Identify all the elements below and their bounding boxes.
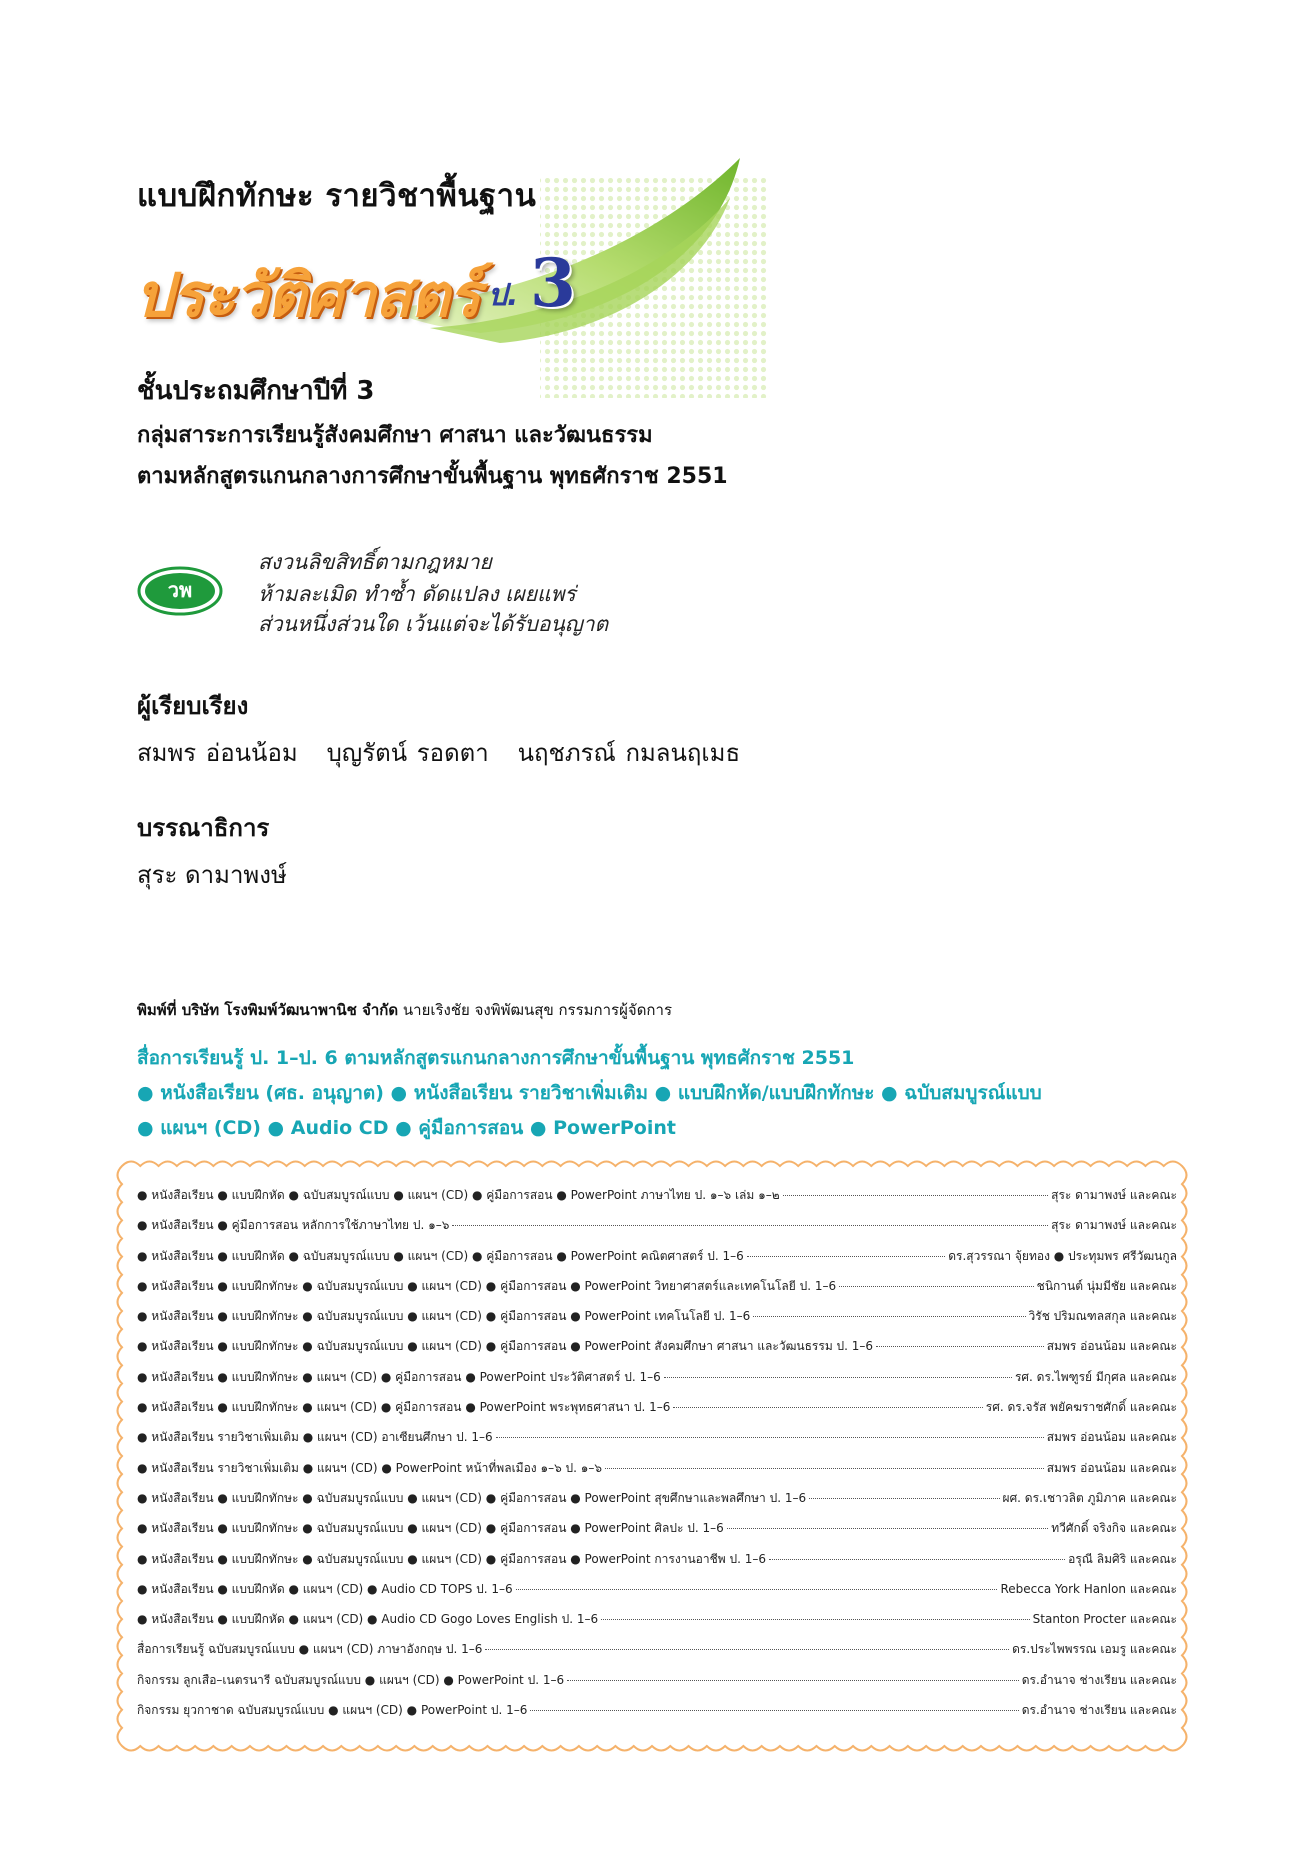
catalog-author: ผศ. ดร.เชาวลิต ภูมิภาค และคณะ xyxy=(1002,1490,1177,1505)
catalog-row xyxy=(137,1337,1177,1367)
publisher-logo xyxy=(137,566,223,616)
catalog-row xyxy=(137,1671,1177,1701)
dot-leader xyxy=(769,1559,1065,1560)
dot-leader xyxy=(727,1528,1049,1529)
level-heading: ชั้นประถมศึกษาปีที่ 3 xyxy=(137,376,375,406)
catalog-row xyxy=(137,1580,1177,1610)
catalog-row xyxy=(137,1550,1177,1580)
catalog-author: ทวีศักดิ์ จริงกิจ และคณะ xyxy=(1051,1521,1177,1536)
catalog-row xyxy=(137,1519,1177,1549)
catalog-author: ดร.ประไพพรรณ เอมรู และคณะ xyxy=(1012,1642,1177,1657)
copyright-line-3: ส่วนหนึ่งส่วนใด เว้นแต่จะได้รับอนุญาต xyxy=(258,612,609,636)
catalog-author: สุระ ดามาพงษ์ และคณะ xyxy=(1051,1188,1177,1202)
catalog-author: สุระ ดามาพงษ์ และคณะ xyxy=(1051,1218,1177,1233)
catalog-author: ดร.อำนาจ ช่างเรียน และคณะ xyxy=(1021,1703,1177,1718)
catalog-item: ● หนังสือเรียน รายวิชาเพิ่มเติม ● แผนฯ (CD) ● PowerPoint หน้าที่พลเมือง ๑–๖ ป. ๑–๖ xyxy=(137,1460,602,1475)
authors-names: สมพร อ่อนน้อม บุญรัตน์ รอดตา นฤชภรณ์ กมลนฤเมธ xyxy=(137,739,741,767)
grade-number: 3 xyxy=(530,244,576,322)
dot-leader xyxy=(516,1589,998,1590)
catalog-row xyxy=(137,1489,1177,1519)
catalog-item: ● หนังสือเรียน ● แบบฝึกทักษะ ● ฉบับสมบูรณ์แบบ ● แผนฯ (CD) ● คู่มือการสอน ● PowerPoint การงานอาชีพ ป. 1–6 xyxy=(137,1551,766,1566)
copyright-line-2: ห้ามละเมิด ทำซ้ำ ดัดแปลง เผยแพร่ xyxy=(258,582,576,606)
dot-leader xyxy=(809,1498,999,1499)
catalog-author: สมพร อ่อนน้อม และคณะ xyxy=(1046,1460,1177,1475)
authors-heading: ผู้เรียบเรียง xyxy=(137,692,249,720)
media-list-line-2: ● แผนฯ (CD) ● Audio CD ● คู่มือการสอน ● PowerPoint xyxy=(137,1117,676,1139)
catalog-item: ● หนังสือเรียน ● แบบฝึกหัด ● แผนฯ (CD) ● Audio CD Gogo Loves English ป. 1–6 xyxy=(137,1612,599,1627)
printer-credit xyxy=(137,998,672,1022)
copyright-line-1: สงวนลิขสิทธิ์ตามกฎหมาย xyxy=(258,550,492,574)
catalog-row xyxy=(137,1247,1177,1277)
dot-leader xyxy=(605,1468,1044,1469)
catalog-item: ● หนังสือเรียน ● แบบฝึกทักษะ ● แผนฯ (CD) ● คู่มือการสอน ● PowerPoint ประวัติศาสตร์ ป. 1–6 xyxy=(137,1369,661,1384)
dot-leader xyxy=(783,1195,1049,1196)
catalog-item: ● หนังสือเรียน ● คู่มือการสอน หลักการใช้ภาษาไทย ป. ๑–๖ xyxy=(137,1218,450,1233)
catalog-item: ● หนังสือเรียน ● แบบฝึกหัด ● แผนฯ (CD) ● Audio CD TOPS ป. 1–6 xyxy=(137,1581,513,1596)
dot-leader xyxy=(601,1619,1030,1620)
catalog-row xyxy=(137,1459,1177,1489)
catalog-row xyxy=(137,1186,1177,1216)
catalog-item: ● หนังสือเรียน ● แบบฝึกทักษะ ● ฉบับสมบูรณ์แบบ ● แผนฯ (CD) ● คู่มือการสอน ● PowerPoint สุขศึกษาและพลศึกษา ป. 1–6 xyxy=(137,1490,807,1505)
subject-title: ประวัติศาสตร์ xyxy=(135,261,480,331)
catalog-author: Rebecca York Hanlon และคณะ xyxy=(1000,1581,1177,1596)
catalog-item: ● หนังสือเรียน ● แบบฝึกทักษะ ● ฉบับสมบูรณ์แบบ ● แผนฯ (CD) ● คู่มือการสอน ● PowerPoint เทคโนโลยี ป. 1–6 xyxy=(137,1309,751,1324)
catalog-item: สื่อการเรียนรู้ ฉบับสมบูรณ์แบบ ● แผนฯ (CD) ภาษาอังกฤษ ป. 1–6 xyxy=(137,1642,483,1657)
catalog-item: ● หนังสือเรียน ● แบบฝึกทักษะ ● แผนฯ (CD) ● คู่มือการสอน ● PowerPoint พระพุทธศาสนา ป. 1–6 xyxy=(137,1400,671,1415)
catalog-row xyxy=(137,1610,1177,1640)
catalog-row xyxy=(137,1701,1177,1731)
dot-leader xyxy=(485,1649,1009,1650)
editor-name: สุระ ดามาพงษ์ xyxy=(137,861,287,889)
catalog-item: ● หนังสือเรียน ● แบบฝึกทักษะ ● ฉบับสมบูรณ์แบบ ● แผนฯ (CD) ● คู่มือการสอน ● PowerPoint ศิลปะ ป. 1–6 xyxy=(137,1521,724,1536)
catalog-item: ● หนังสือเรียน ● แบบฝึกทักษะ ● ฉบับสมบูรณ์แบบ ● แผนฯ (CD) ● คู่มือการสอน ● PowerPoint วิทยาศาสตร์และเทคโนโลยี ป. 1–6 xyxy=(137,1278,837,1293)
catalog-item: กิจกรรม ลูกเสือ–เนตรนารี ฉบับสมบูรณ์แบบ ● แผนฯ (CD) ● PowerPoint ป. 1–6 xyxy=(137,1672,565,1687)
dot-leader xyxy=(567,1680,1019,1681)
catalog-list xyxy=(137,1186,1177,1731)
dot-leader xyxy=(876,1346,1044,1347)
curriculum-line: ตามหลักสูตรแกนกลางการศึกษาขั้นพื้นฐาน พุทธศักราช 2551 xyxy=(137,464,728,489)
catalog-item: ● หนังสือเรียน ● แบบฝึกทักษะ ● ฉบับสมบูรณ์แบบ ● แผนฯ (CD) ● คู่มือการสอน ● PowerPoint สังคมศึกษา ศาสนา และวัฒนธรรม ป. 1–6 xyxy=(137,1339,874,1354)
editor-heading: บรรณาธิการ xyxy=(137,814,270,842)
dot-leader xyxy=(673,1407,982,1408)
printer-company: พิมพ์ที่ บริษัท โรงพิมพ์วัฒนาพานิช จำกัด xyxy=(137,1001,399,1019)
catalog-author: สมพร อ่อนน้อม และคณะ xyxy=(1046,1339,1177,1354)
catalog-row xyxy=(137,1428,1177,1458)
publisher-logo-text: วพ xyxy=(167,578,193,602)
catalog-row xyxy=(137,1640,1177,1670)
catalog-author: สมพร อ่อนน้อม และคณะ xyxy=(1046,1430,1177,1445)
catalog-row xyxy=(137,1368,1177,1398)
dot-leader xyxy=(496,1437,1044,1438)
catalog-row xyxy=(137,1277,1177,1307)
catalog-item: ● หนังสือเรียน ● แบบฝึกหัด ● ฉบับสมบูรณ์แบบ ● แผนฯ (CD) ● คู่มือการสอน ● PowerPoint คณิตศาสตร์ ป. 1–6 xyxy=(137,1248,744,1263)
catalog-author: ดร.สุวรรณา จุ้ยทอง ● ประทุมพร ศรีวัฒนกูล xyxy=(948,1248,1177,1263)
catalog-item: ● หนังสือเรียน ● แบบฝึกหัด ● ฉบับสมบูรณ์แบบ ● แผนฯ (CD) ● คู่มือการสอน ● PowerPoint ภาษาไทย ป. ๑–๖ เล่ม ๑–๒ xyxy=(137,1188,780,1202)
dot-leader xyxy=(753,1316,1025,1317)
catalog-author: ดร.อำนาจ ช่างเรียน และคณะ xyxy=(1021,1672,1177,1687)
printer-manager: นายเริงชัย จงพิพัฒนสุข กรรมการผู้จัดการ xyxy=(402,1001,672,1019)
media-heading: สื่อการเรียนรู้ ป. 1–ป. 6 ตามหลักสูตรแกนกลางการศึกษาขั้นพื้นฐาน พุทธศักราช 2551 xyxy=(137,1047,855,1069)
catalog-row xyxy=(137,1216,1177,1246)
dot-leader xyxy=(530,1710,1018,1711)
catalog-author: อรุณี ลิมศิริ และคณะ xyxy=(1068,1551,1177,1566)
catalog-author: ชนิกานต์ นุ่มมีชัย และคณะ xyxy=(1036,1278,1177,1293)
dot-leader xyxy=(747,1256,945,1257)
catalog-author: Stanton Procter และคณะ xyxy=(1032,1612,1177,1627)
grade-prefix: ป. xyxy=(488,278,519,313)
series-label: แบบฝึกทักษะ รายวิชาพื้นฐาน xyxy=(137,178,537,214)
catalog-author: วิรัช ปริมณฑลสกุล และคณะ xyxy=(1028,1309,1177,1324)
catalog-item: กิจกรรม ยุวกาชาด ฉบับสมบูรณ์แบบ ● แผนฯ (CD) ● PowerPoint ป. 1–6 xyxy=(137,1703,528,1718)
dot-leader xyxy=(839,1286,1034,1287)
strand-line: กลุ่มสาระการเรียนรู้สังคมศึกษา ศาสนา และวัฒนธรรม xyxy=(137,423,653,448)
catalog-row xyxy=(137,1307,1177,1337)
dot-leader xyxy=(452,1225,1048,1226)
catalog-item: ● หนังสือเรียน รายวิชาเพิ่มเติม ● แผนฯ (CD) อาเซียนศึกษา ป. 1–6 xyxy=(137,1430,493,1445)
media-list-line-1: ● หนังสือเรียน (ศธ. อนุญาต) ● หนังสือเรียน รายวิชาเพิ่มเติม ● แบบฝึกหัด/แบบฝึกทักษะ ● ฉบับสมบูรณ์แบบ xyxy=(137,1082,1042,1104)
catalog-author: รศ. ดร.จรัส พยัคฆราชศักดิ์ และคณะ xyxy=(985,1400,1177,1415)
catalog-row xyxy=(137,1398,1177,1428)
catalog-author: รศ. ดร.ไพฑูรย์ มีกุศล และคณะ xyxy=(1014,1369,1177,1384)
dot-leader xyxy=(664,1377,1012,1378)
